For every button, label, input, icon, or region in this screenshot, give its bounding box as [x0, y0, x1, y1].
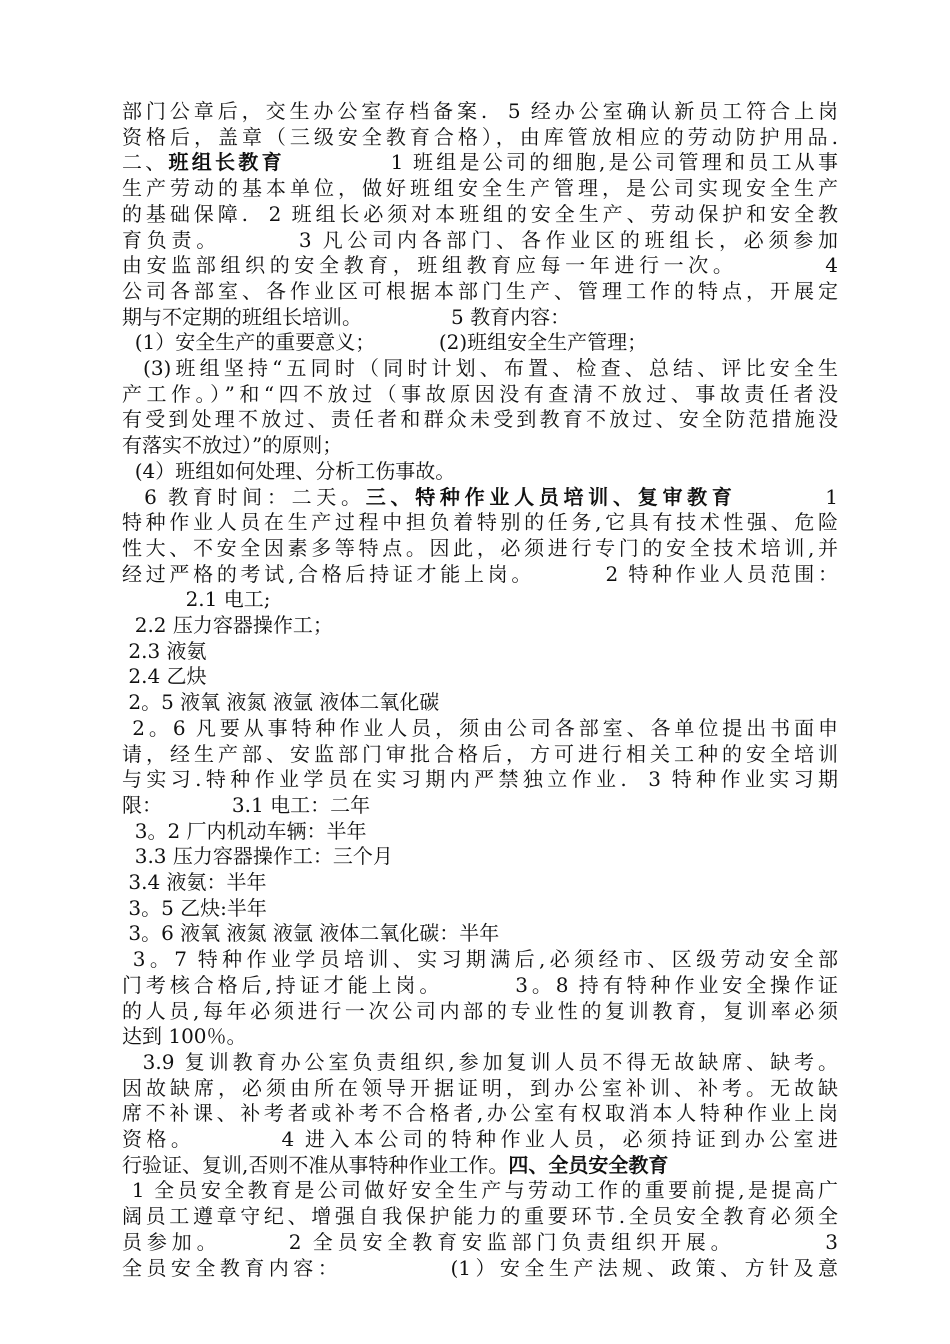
text-run: 公司各部室、各作业区可根据本部门生产、管理工作的特点，开展定 — [122, 278, 838, 303]
text-run: 产工作。）”和“四不放过（事故原因没有查清不放过、事故责任者没 — [122, 381, 838, 406]
text-line — [122, 972, 838, 998]
text-run: (1）安全生产的重要意义； (2)班组安全生产管理； — [122, 330, 648, 355]
text-run: 部门公章后，交生办公室存档备案. 5 经办公室确认新员工符合上岗 — [122, 99, 838, 123]
text-run: 3。7 特种作业学员培训、实习期满后,必须经市、区级劳动安全部 — [122, 947, 838, 972]
text-run: 阔员工遵章守纪、增强自我保护能力的重要环节.全员安全教育必须全 — [122, 1204, 838, 1229]
text-line — [122, 818, 838, 844]
text-line — [122, 1255, 838, 1281]
text-line — [122, 252, 838, 278]
text-line — [122, 124, 838, 150]
text-run: 的基础保障. 2 班组长必须对本班组的安全生产、劳动保护和安全教 — [122, 201, 838, 226]
text-run: 3.3 压力容器操作工：三个月 — [122, 844, 393, 869]
text-line — [122, 227, 838, 253]
text-run: 1 班组是公司的细胞,是公司管理和员工从事 — [284, 150, 838, 175]
text-run: 1 — [736, 484, 838, 509]
text-line — [122, 175, 838, 201]
text-run: 生产劳动的基本单位，做好班组安全生产管理，是公司实现安全生产 — [122, 176, 838, 201]
text-run: 的人员,每年必须进行一次公司内部的专业性的复训教育，复训率必须 — [122, 998, 838, 1023]
text-run: 达到 100％。 — [122, 1024, 247, 1049]
text-line — [122, 149, 838, 175]
text-line — [122, 792, 838, 818]
text-run: 2。5 液氧 液氮 液氩 液体二氧化碳 — [122, 690, 440, 715]
text-run: 二、 — [122, 150, 169, 175]
text-line — [122, 406, 838, 432]
section-heading: 班组长教育 — [168, 150, 285, 175]
text-line — [122, 355, 838, 381]
text-line — [122, 458, 838, 484]
text-line — [122, 381, 838, 407]
text-run: 经过严格的考试,合格后持证才能上岗。 2 特种作业人员范围： — [122, 561, 838, 586]
text-line — [122, 741, 838, 767]
text-run: 门考核合格后,持证才能上岗。 3。8 持有特种作业安全操作证 — [122, 972, 838, 997]
text-line — [122, 329, 838, 355]
text-line — [122, 1126, 838, 1152]
text-line — [122, 1100, 838, 1126]
text-line — [122, 766, 838, 792]
text-line — [122, 1049, 838, 1075]
text-line — [122, 1203, 838, 1229]
text-line — [122, 1075, 838, 1101]
text-run: 由安监部组织的安全教育，班组教育应每一年进行一次。 4 — [122, 253, 838, 278]
text-run: 3。6 液氧 液氮 液氩 液体二氧化碳：半年 — [122, 921, 500, 946]
text-run: 性大、不安全因素多等特点。因此，必须进行专门的安全技术培训,并 — [122, 535, 838, 560]
text-run: (3)班组坚持“五同时（同时计划、布置、检查、总结、评比安全生 — [122, 356, 838, 380]
text-run: 育负责。 3 凡公司内各部门、各作业区的班组长，必须参加 — [122, 227, 838, 252]
text-line — [122, 432, 838, 458]
text-line — [122, 586, 838, 612]
text-line — [122, 201, 838, 227]
text-run: 因故缺席，必须由所在领导开据证明，到办公室补训、补考。无故缺 — [122, 1075, 838, 1100]
text-run: 请，经生产部、安监部门审批合格后，方可进行相关工种的安全培训 — [122, 741, 838, 766]
text-run: 行验证、复训,否则不准从事特种作业工作。 — [122, 1152, 509, 1177]
text-run: 2。6 凡要从事特种作业人员，须由公司各部室、各单位提出书面申 — [122, 715, 838, 740]
text-run: (4）班组如何处理、分析工伤事故。 — [122, 458, 456, 483]
text-run: 6 教育时间：二天。 — [122, 484, 366, 509]
text-line — [122, 304, 838, 330]
text-line — [122, 1229, 838, 1255]
text-line — [122, 998, 838, 1024]
text-line — [122, 895, 838, 921]
text-line — [122, 561, 838, 587]
text-run: 期与不定期的班组长培训。 5 教育内容： — [122, 304, 571, 329]
text-run: 2.4 乙炔 — [122, 664, 207, 689]
text-line — [122, 920, 838, 946]
text-run: 3。2 厂内机动车辆：半年 — [122, 818, 367, 843]
text-line — [122, 484, 838, 510]
text-line — [122, 663, 838, 689]
text-line — [122, 843, 838, 869]
text-line — [122, 946, 838, 972]
text-run: 资格。 4 进入本公司的特种作业人员，必须持证到办公室进 — [122, 1127, 838, 1151]
text-run: 限： 3.1 电工：二年 — [122, 792, 371, 817]
text-run: 1 全员安全教育是公司做好安全生产与劳动工作的重要前提,是提高广 — [122, 1178, 838, 1203]
section-heading: 三、特种作业人员培训、复审教育 — [365, 484, 737, 509]
text-run: 3.9 复训教育办公室负责组织,参加复训人员不得无故缺席、缺考。 — [122, 1049, 838, 1074]
text-run: 3.4 液氨：半年 — [122, 870, 267, 894]
text-run: 2.3 液氨 — [122, 638, 207, 663]
text-run: 全员安全教育内容： (1）安全生产法规、政策、方针及意 — [122, 1255, 838, 1280]
text-line — [122, 1177, 838, 1203]
text-run: 特种作业人员在生产过程中担负着特别的任务,它具有技术性强、危险 — [122, 510, 838, 535]
section-heading: 四、全员安全教育 — [508, 1152, 669, 1177]
text-line — [122, 638, 838, 664]
text-line — [122, 535, 838, 561]
text-run: 3。5 乙炔:半年 — [122, 895, 267, 920]
text-line — [122, 98, 838, 124]
text-line — [122, 278, 838, 304]
text-run: 员参加。 2 全员安全教育安监部门负责组织开展。 3 — [122, 1229, 838, 1254]
text-line — [122, 509, 838, 535]
text-run: 资格后，盖章（三级安全教育合格），由库管放相应的劳动防护用品. — [122, 124, 838, 149]
text-line — [122, 1023, 838, 1049]
text-run: 与实习.特种作业学员在实习期内严禁独立作业. 3 特种作业实习期 — [122, 767, 838, 792]
text-line — [122, 689, 838, 715]
text-run: 有落实不放过）”的原则； — [122, 433, 343, 458]
text-run: 席不补课、补考者或补考不合格者,办公室有权取消本人特种作业上岗 — [122, 1101, 838, 1126]
text-line — [122, 612, 838, 638]
text-run: 2.1 电工; — [122, 587, 271, 612]
text-line — [122, 869, 838, 895]
text-run: 2.2 压力容器操作工； — [122, 613, 333, 637]
text-run: 有受到处理不放过、责任者和群众未受到教育不放过、安全防范措施没 — [122, 407, 838, 432]
text-line — [122, 1152, 838, 1178]
text-line — [122, 715, 838, 741]
